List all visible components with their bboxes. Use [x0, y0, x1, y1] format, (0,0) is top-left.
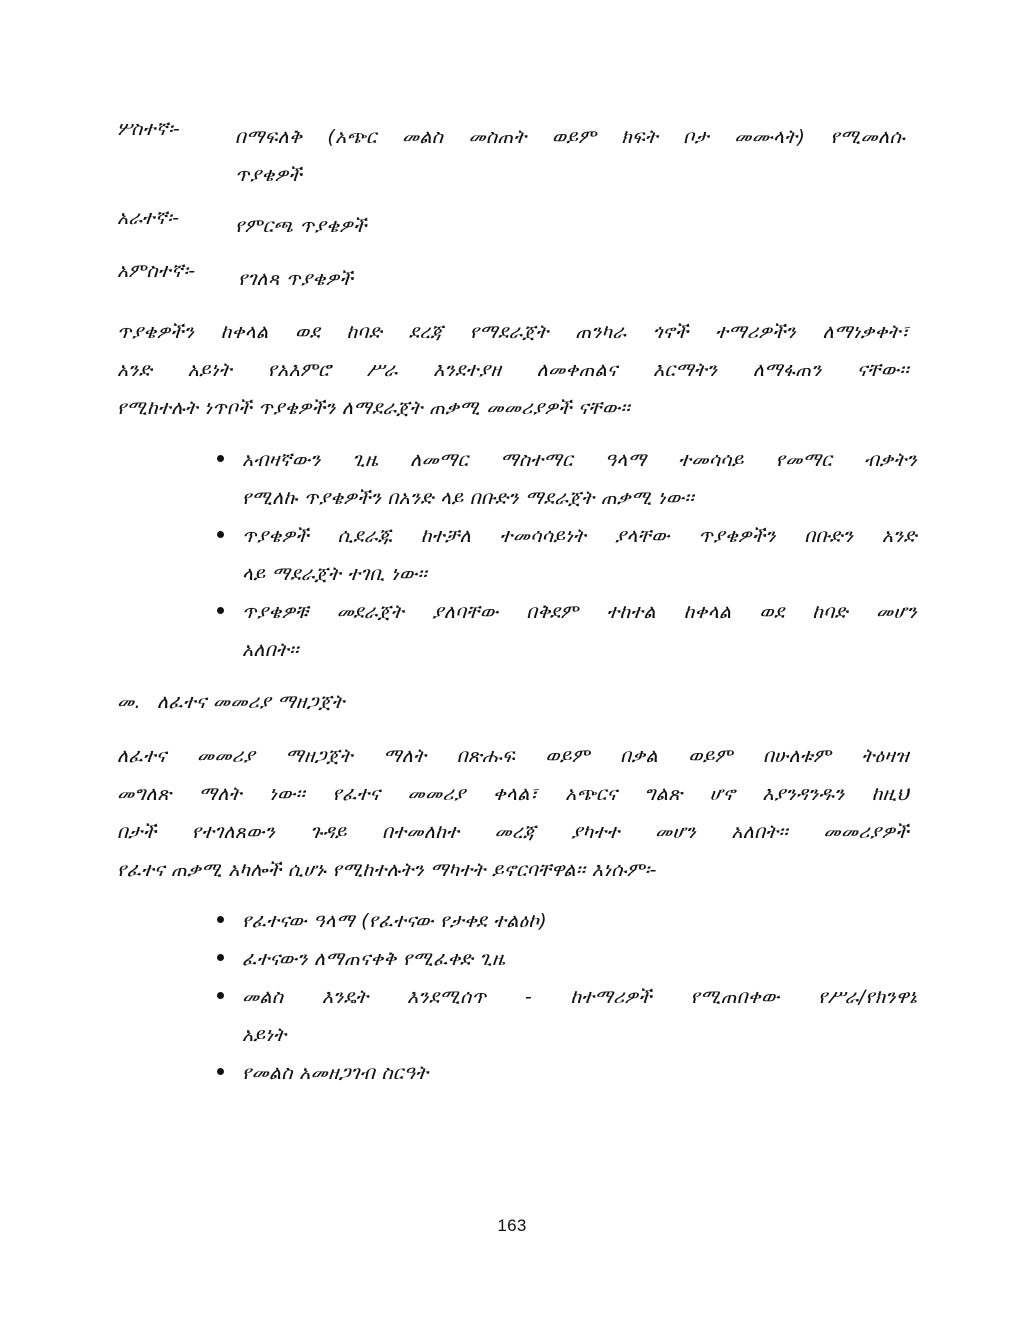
paragraph-line: በታች የተገለጸውን ጉዳይ በተመለከተ መረጃ ያካተተ መሆን አለበት፡፡ መመሪያዎች	[117, 821, 909, 843]
section-heading	[117, 683, 917, 721]
bullet-icon	[217, 607, 224, 614]
item-text-line: ጥያቄዎች	[235, 164, 303, 186]
list-item	[217, 902, 917, 940]
page-number: 163	[497, 1216, 527, 1235]
section-title: ለፈተና መመሪያ ማዘጋጀት	[157, 691, 345, 713]
bullet-list-2	[217, 902, 917, 1092]
list-item	[217, 1054, 917, 1092]
paragraph-line: አንድ አይነት የአእምሮ ሥራ እንደተያዘ ለመቀጠልና እርማትን ለማፋጠን ናቸው፡፡	[117, 359, 909, 381]
paragraph-1	[117, 313, 909, 427]
list-item-line: የፈተናው ዓላማ (የፈተናው የታቀደ ተልዕኮ)	[242, 910, 547, 932]
list-item-line: አብዛኛውን ጊዜ ለመማር ማስተማር ዓላማ ተመሳሳይ የመማር ብቃትን	[242, 449, 917, 471]
list-item-line: ፈተናውን ለማጠናቀቅ የሚፈቀድ ጊዜ	[242, 948, 506, 970]
list-item	[217, 978, 917, 1054]
item-text-line: የምርጫ ጥያቄዎች	[235, 215, 367, 237]
item-label: ሦስተኛ፡-	[117, 118, 181, 140]
bullet-icon	[217, 954, 224, 961]
list-item-line: መልስ እንዴት እንደሚሰጥ - ከተማሪዎች የሚጠበቀው የሥራ/የክንዋኔ	[242, 986, 917, 1008]
list-item-line: ላይ ማደራጀት ተገቢ ነው፡፡	[242, 563, 428, 585]
list-item-line: የሚለኩ ጥያቄዎችን በአንድ ላይ በቡድን ማደራጀት ጠቃሚ ነው፡፡	[242, 487, 694, 509]
numbered-item-fifth	[117, 260, 917, 298]
list-item	[217, 517, 917, 593]
list-item-line: የመልስ አመዘጋገብ ስርዓት	[242, 1062, 429, 1084]
paragraph-line: ጥያቄዎችን ከቀላል ወደ ከባድ ደረጃ የማደራጀት ጠንካራ ጎኖች ተማሪዎችን ለማነቃቀት፣	[117, 321, 909, 343]
list-item-line: ጥያቄዎቹ መደራጀት ያለባቸው በቅደም ተከተል ከቀላል ወደ ከባድ መሆን	[242, 601, 917, 623]
numbered-item-fourth	[117, 207, 917, 245]
numbered-item-third	[117, 118, 917, 194]
list-item	[217, 593, 917, 669]
bullet-icon	[217, 1068, 224, 1075]
item-text-line: የገለጻ ጥያቄዎች	[238, 268, 354, 290]
list-item-line: አለበት፡፡	[242, 639, 299, 661]
item-label: አምስተኛ፡-	[117, 260, 196, 282]
paragraph-line: ለፈተና መመሪያ ማዘጋጀት ማለት በጽሑፍ ወይም በቃል ወይም በሁለቱም ትዕዛዝ	[117, 745, 909, 767]
list-item-line: አይነት	[242, 1024, 287, 1046]
paragraph-line: መግለጽ ማለት ነው፡፡ የፈተና መመሪያ ቀላል፣ አጭርና ግልጽ ሆኖ እያንዳንዱን ከዚህ	[117, 783, 909, 805]
list-item-line: ጥያቄዎች ሲደራጁ ከተቻለ ተመሳሳይነት ያላቸው ጥያቄዎችን በቡድን አንድ	[242, 525, 917, 547]
bullet-icon	[217, 455, 224, 462]
bullet-list-1	[217, 441, 917, 669]
section-marker: መ.	[117, 691, 141, 713]
paragraph-line: የፈተና ጠቃሚ አካሎች ሲሆኑ የሚከተሉትን ማካተት ይኖርባቸዋል፡፡ እነሱም፡-	[117, 859, 657, 881]
bullet-icon	[217, 531, 224, 538]
item-text-line: በማፍለቅ (አጭር መልስ መስጠት ወይም ክፍት ቦታ መሙላት) የሚመለሱ	[235, 126, 905, 148]
paragraph-2	[117, 737, 909, 889]
list-item	[217, 940, 917, 978]
paragraph-line: የሚከተሉት ነጥቦች ጥያቄዎችን ለማደራጀት ጠቃሚ መመሪያዎች ናቸው፡፡	[117, 397, 631, 419]
bullet-icon	[217, 992, 224, 999]
item-label: አራተኛ፡-	[117, 207, 180, 229]
list-item	[217, 441, 917, 517]
bullet-icon	[217, 916, 224, 923]
